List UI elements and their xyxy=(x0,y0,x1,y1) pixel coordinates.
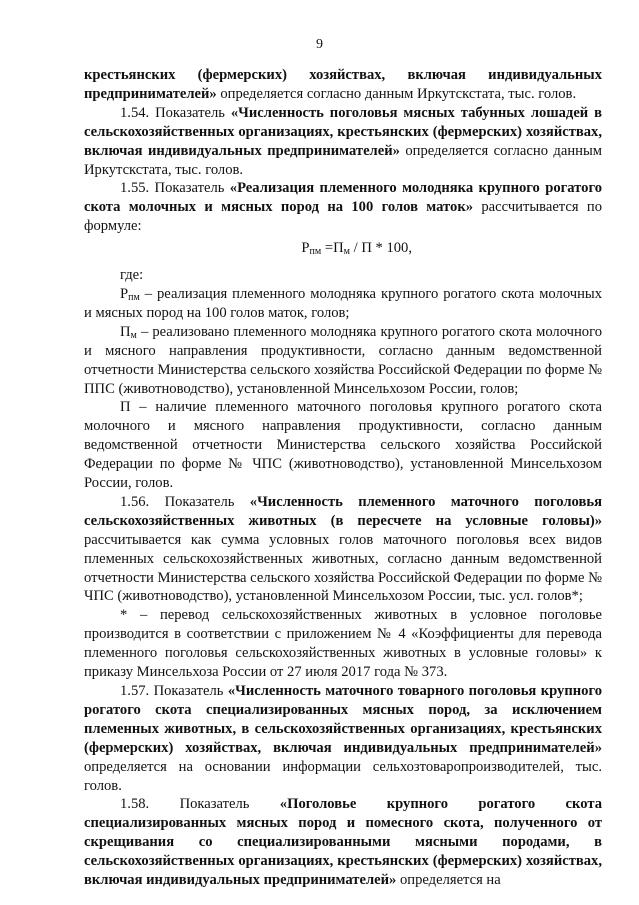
bold-text: «Численность племенного маточного поголовья сельскохозяйственных животных (в пересчете на условные головы)» xyxy=(84,493,602,529)
definition-text: – реализовано племенного молодняка крупного рогатого скота молочного и мясного направления продуктивности, согласно данным ведомственной отчетности Министерства сельского хозяйства Российской Федерации по форме № ППС (животноводство), установленной Минсельхозом России, голов; xyxy=(84,323,602,397)
formula-rest: / П * 100, xyxy=(349,240,412,257)
definition-p: П – наличие племенного маточного поголовья крупного рогатого скота молочного и мясного направления продуктивности, согласно данным ведомственной отчетности Министерства сельского хозяйства Российской Федерации по форме № ЧПС (животноводство), установленной Минсельхозом России, голов. xyxy=(84,399,602,492)
paragraph-continuation xyxy=(84,66,602,104)
paragraph-1-56 xyxy=(84,493,602,606)
definition-subscript: пм xyxy=(128,291,140,303)
definition-subscript: м xyxy=(130,329,137,341)
plain-text: определяется на основании информации сельхозтоваропроизводителей, тыс. голов. xyxy=(84,758,602,794)
formula-symbol: =П xyxy=(321,240,344,257)
footnote-paragraph: * – перевод сельскохозяйственных животных в условное поголовье производится в соответствии с приложением № 4 «Коэффициенты для перевода племенного поголовья сельскохозяйственных животных в условные головы» к приказу Минсельхоза России от 27 июля 2017 года № 373. xyxy=(84,607,602,681)
plain-text: рассчитывается как сумма условных голов маточного поголовья всех видов племенных сельскохозяйственных животных, согласно данным ведомственной отчетности Министерства сельского хозяйства Российской Федерации по форме № ЧПС (животноводство), установленной Минсельхозом России, тыс. усл. голов*; xyxy=(84,531,602,605)
plain-text: 1.57. Показатель xyxy=(120,683,228,699)
plain-text: определяется согласно данным Иркутскстата, тыс. голов. xyxy=(216,85,577,102)
bold-text: «Реализация племенного молодняка крупного рогатого скота молочных и мясных пород на 100 голов маток» xyxy=(84,180,603,216)
document-body xyxy=(84,66,602,890)
plain-text: 1.56. Показатель xyxy=(120,493,250,510)
plain-text: рассчитывается по формуле: xyxy=(84,199,602,235)
definition-symbol: П xyxy=(120,323,131,340)
formula-subscript: пм xyxy=(309,246,322,258)
page-number: 9 xyxy=(316,37,323,52)
plain-text: 1.58. Показатель xyxy=(120,796,280,813)
bold-text: «Численность маточного товарного поголовья крупного рогатого скота специализированных мясных пород, за исключением племенных животных, в сельскохозяйственных организациях, крестьянских (фермерских) хозяйствах, включая индивидуальных предпринимателей» xyxy=(84,683,603,756)
plain-text: определяется на xyxy=(396,872,501,889)
plain-text: определяется согласно данным Иркутскстата, тыс. голов. xyxy=(84,142,602,178)
definition-rpm xyxy=(84,285,602,323)
paragraph-1-54 xyxy=(84,104,602,180)
plain-text: 1.55. Показатель xyxy=(120,180,230,197)
paragraph-1-57 xyxy=(84,682,602,795)
plain-text: 1.54. Показатель xyxy=(120,104,231,121)
bold-text: крестьянских (фермерских) хозяйствах, включая индивидуальных предпринимателей» xyxy=(84,67,602,102)
paragraph-1-55 xyxy=(84,179,602,236)
formula-subscript: м xyxy=(343,246,350,258)
definition-pm xyxy=(84,323,602,399)
paragraph-1-58 xyxy=(84,795,602,890)
formula-symbol: Р xyxy=(301,240,310,257)
formula xyxy=(84,239,602,258)
where-label: где: xyxy=(120,267,144,284)
definition-symbol: Р xyxy=(120,285,129,302)
bold-text: «Поголовье крупного рогатого скота специализированных мясных пород и помесного скота, полученного от скрещивания со специализированными мясными породами, в сельскохозяйственных организациях, крестьянских (фермерских) хозяйствах, включая индивидуальных предпринимателей» xyxy=(84,796,602,889)
definition-text: – реализация племенного молодняка крупного рогатого скота молочных и мясных пород на 100 голов маток, голов; xyxy=(84,285,602,321)
bold-text: «Численность поголовья мясных табунных лошадей в сельскохозяйственных организациях, крестьянских (фермерских) хозяйствах, включая индивидуальных предпринимателей» xyxy=(84,104,602,159)
